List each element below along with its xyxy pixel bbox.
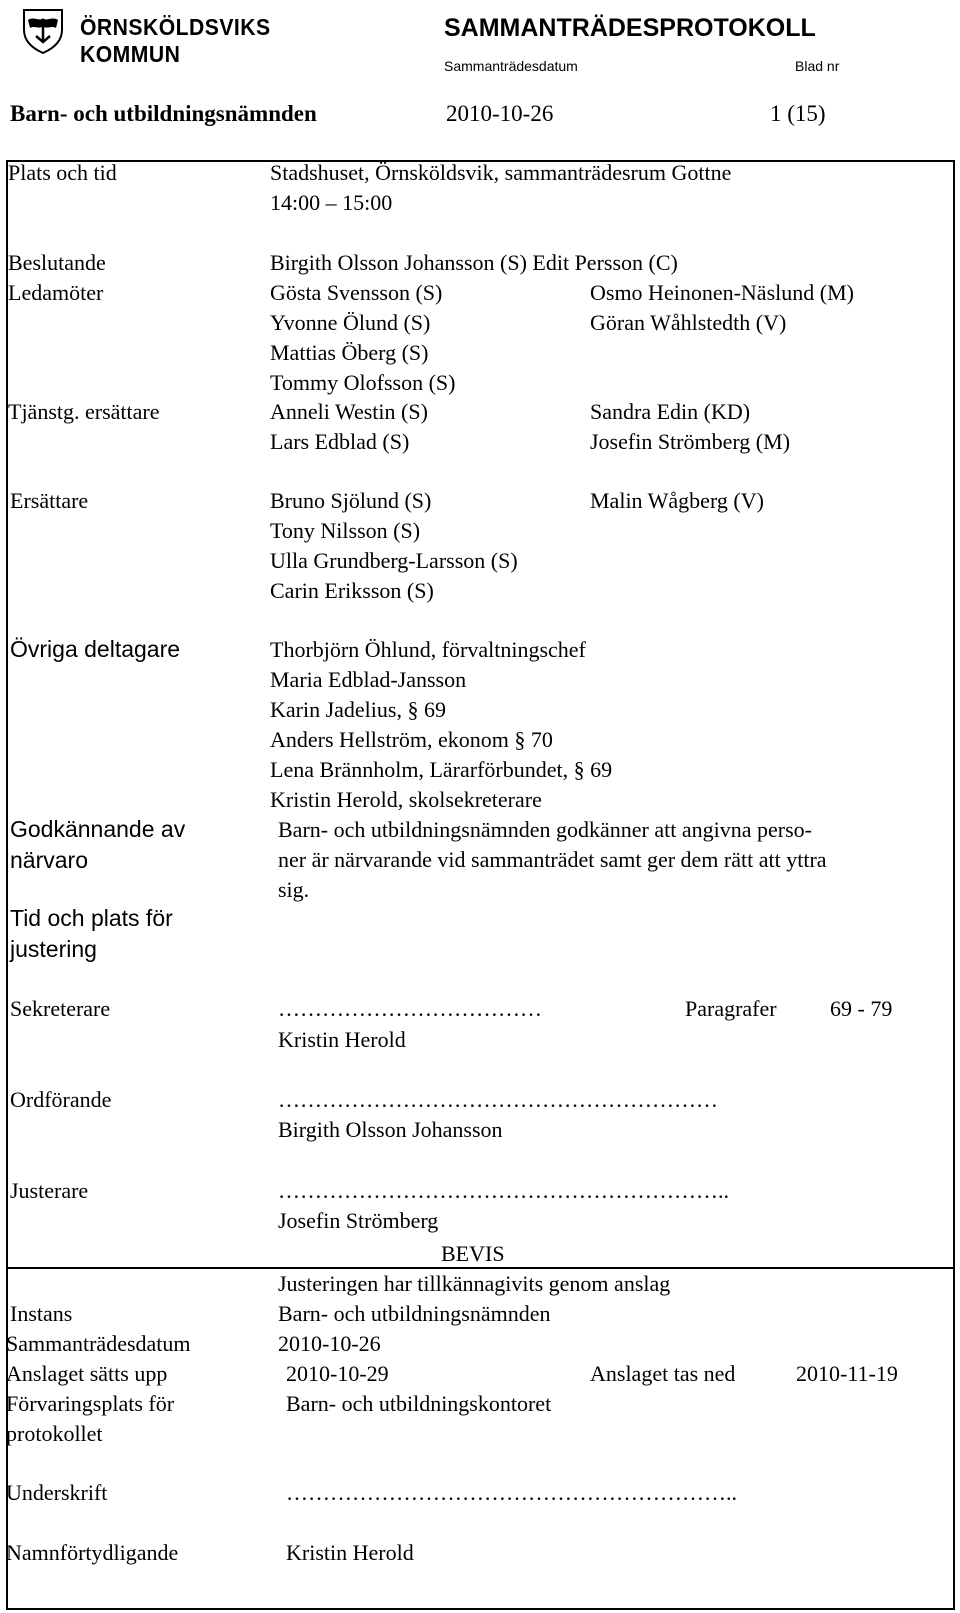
removed-label: Anslaget tas ned [590,1361,736,1386]
participant-line: Karin Jadelius, § 69 [270,697,446,722]
instance-label: Instans [10,1301,73,1326]
participant-line: Kristin Herold, skolsekreterare [270,787,542,812]
member-name: Tommy Olofsson (S) [270,370,456,395]
clarification-label: Namnförtydligande [6,1540,179,1565]
logo-text: ÖRNSKÖLDSVIKS KOMMUN [80,14,271,67]
posted-label: Anslaget sätts upp [6,1361,168,1386]
secretary-name: Kristin Herold [278,1027,406,1052]
member-row-chair: Birgith Olsson Johansson (S) Edit Persson (C) [270,250,678,275]
adjuster-label: Justerare [10,1178,89,1203]
other-participants-label: Övriga deltagare [10,636,181,662]
meeting-date: 2010-10-26 [446,101,554,126]
place-line: Stadshuset, Örnsköldsvik, sammanträdesrum Gottne [270,160,732,185]
signature-line: …………………………………………………….. [286,1480,737,1505]
member-name: Yvonne Ölund (S) [270,310,431,335]
municipality-logo [18,6,348,67]
member-name: Mattias Öberg (S) [270,340,429,365]
bevis-meeting-date-value: 2010-10-26 [278,1331,381,1356]
service-substitutes-label: Tjänstg. ersättare [8,399,160,424]
adjustment-label-2: justering [10,936,97,962]
substitute-name: Josefin Strömberg (M) [590,429,791,454]
meeting-date-label: Sammanträdesdatum [444,58,578,74]
substitute-name: Tony Nilsson (S) [270,518,421,543]
secretary-label: Sekreterare [10,996,111,1021]
approval-text-line: ner är närvarande vid sammanträdet samt ger dem rätt att yttra [278,847,827,872]
participant-line: Lena Brännholm, Lärarförbundet, § 69 [270,757,613,782]
attendance-approval-label: Godkännande av [10,816,186,842]
storage-value: Barn- och utbildningskontoret [286,1391,552,1416]
participant-line: Maria Edblad-Jansson [270,667,467,692]
removed-value: 2010-11-19 [796,1361,898,1386]
member-name: Göran Wåhlstedth (V) [590,310,787,335]
chair-name: Birgith Olsson Johansson [278,1117,503,1142]
place-time-label: Plats och tid [8,160,117,185]
attendance-approval-label-2: närvaro [10,847,88,873]
substitute-name: Lars Edblad (S) [270,429,410,454]
bevis-meeting-date-label: Sammanträdesdatum [6,1331,191,1356]
substitute-name: Ulla Grundberg-Larsson (S) [270,548,518,573]
sheet-number-label: Blad nr [795,58,840,74]
member-name: Osmo Heinonen-Näslund (M) [590,280,854,305]
adjuster-name: Josefin Strömberg [278,1208,439,1233]
substitute-name: Bruno Sjölund (S) [270,488,432,513]
instance-value: Barn- och utbildningsnämnden [278,1301,551,1326]
deciding-label: Beslutande [8,250,106,275]
coat-of-arms-icon [18,6,68,54]
sheet-number: 1 (15) [770,101,826,126]
substitutes-label: Ersättare [10,488,89,513]
substitute-name: Sandra Edin (KD) [590,399,751,424]
approval-text-line: Barn- och utbildningsnämnden godkänner att angivna perso- [278,817,812,842]
substitute-name: Carin Eriksson (S) [270,578,434,603]
members-label: Ledamöter [8,280,104,305]
bevis-statement: Justeringen har tillkännagivits genom anslag [278,1271,671,1296]
paragraphs-label: Paragrafer [685,996,777,1021]
secretary-signature-line: ……………………………… [278,996,542,1021]
time-line: 14:00 – 15:00 [270,190,393,215]
participant-line: Thorbjörn Öhlund, förvaltningschef [270,637,586,662]
adjustment-label: Tid och plats för [10,905,173,931]
paragraphs-value: 69 - 79 [830,996,893,1021]
member-name: Gösta Svensson (S) [270,280,443,305]
substitute-name: Malin Wågberg (V) [590,488,764,513]
posted-value: 2010-10-29 [286,1361,389,1386]
clarification-value: Kristin Herold [286,1540,414,1565]
adjuster-signature-line: …………………………………………………….. [278,1178,729,1203]
document-type: SAMMANTRÄDESPROTOKOLL [444,14,816,42]
bevis-title: BEVIS [441,1241,505,1266]
storage-label-2: protokollet [6,1421,103,1446]
approval-text-line: sig. [278,877,310,902]
committee-name: Barn- och utbildningsnämnden [10,101,317,126]
participant-line: Anders Hellström, ekonom § 70 [270,727,553,752]
chair-label: Ordförande [10,1087,112,1112]
substitute-name: Anneli Westin (S) [270,399,428,424]
storage-label: Förvaringsplats för [6,1391,175,1416]
signature-label: Underskrift [6,1480,108,1505]
chair-signature-line: …………………………………………………… [278,1087,718,1112]
